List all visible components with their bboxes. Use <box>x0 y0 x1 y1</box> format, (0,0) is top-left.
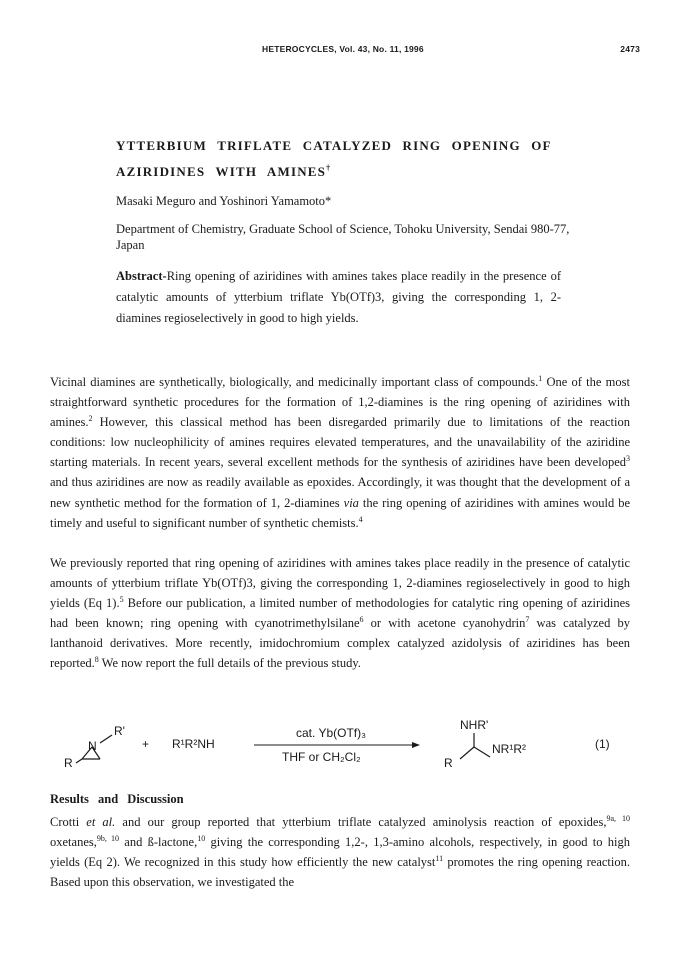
reaction-arrowhead <box>412 742 420 748</box>
journal-header: HETEROCYCLES, Vol. 43, No. 11, 1996 <box>262 44 424 54</box>
title-line-1: YTTERBIUM TRIFLATE CATALYZED RING OPENING OF <box>116 138 552 153</box>
ref-11: 11 <box>435 854 444 864</box>
product-nr1r2: NR¹R² <box>492 742 526 756</box>
p3-text-c: oxetanes, <box>50 835 97 850</box>
abstract-label: Abstract- <box>116 269 167 283</box>
authors: Masaki Meguro and Yoshinori Yamamoto* <box>116 194 332 208</box>
aziridine-r: R <box>64 756 73 770</box>
amine-reagent: R¹R²NH <box>172 737 215 751</box>
aziridine-r-prime: R' <box>114 724 125 738</box>
diamine-product-structure <box>460 733 490 759</box>
p2-text-d: was catalyzed by lanthanoid derivatives. More recently, imidochromium complex catalyzed azidolysis of aziridines has been reported. <box>50 616 630 671</box>
ref-9a: 9a, 10 <box>606 813 630 823</box>
title-line-2-text: AZIRIDINES WITH AMINES <box>116 164 327 179</box>
p3-text-a: Crotti <box>50 815 87 829</box>
p2-text-c: or with acetone cyanohydrin <box>363 616 526 631</box>
p2-text-e: We now report the full details of the previous study. <box>98 656 361 671</box>
ref-7: 7 <box>525 615 530 625</box>
catalyst-label: cat. Yb(OTf)₃ <box>296 726 367 740</box>
abstract <box>116 266 561 329</box>
title-line-2 <box>116 164 331 180</box>
page-number: 2473 <box>620 44 640 54</box>
ref-4: 4 <box>358 514 363 524</box>
p3-text-d: and ß-lactone, <box>119 835 198 850</box>
paragraph-1 <box>50 372 630 533</box>
ref-8: 8 <box>94 655 99 665</box>
product-r: R <box>444 756 453 770</box>
section-heading: Results and Discussion <box>50 792 184 806</box>
p3-italic-etal: et al. <box>86 815 116 829</box>
p3-text-f: promotes the ring opening reaction. Based upon this observation, we investigated the <box>50 855 630 890</box>
p1-text-d: and thus aziridines are now as readily available as epoxides. Accordingly, it was thought that the development of a new synthetic method for the formation of 1, 2-diamines <box>50 475 630 510</box>
paragraph-2 <box>50 553 630 674</box>
p1-italic-via: via <box>343 495 359 510</box>
p1-text-a: Vicinal diamines are synthetically, biologically, and medicinally important class of compounds. <box>50 375 539 389</box>
ref-5: 5 <box>119 595 124 605</box>
solvent-label: THF or CH₂Cl₂ <box>282 750 361 764</box>
aziridine-n: N <box>88 739 97 753</box>
product-nhr: NHR' <box>460 718 489 732</box>
reaction-scheme-eq1 <box>60 715 650 785</box>
p2-text-a: We previously reported that ring opening of aziridines with amines takes place readily in the presence of catalytic amounts of ytterbium triflate Yb(OTf)3, giving the corresponding 1, 2-diamines regioselectively in good to high yields (Eq 1). <box>50 556 630 611</box>
ref-2: 2 <box>88 414 93 424</box>
ref-9b: 9b, 10 <box>96 833 120 843</box>
p1-text-e: the ring opening of aziridines with amines would be timely and useful to significant number of synthetic chemists. <box>50 495 630 530</box>
ref-6: 6 <box>359 615 364 625</box>
title-dagger: † <box>326 163 332 173</box>
ref-10: 10 <box>197 833 206 843</box>
p3-text-e: giving the corresponding 1,2-, 1,3-amino alcohols, respectively, in good to high yields (Eq 2). We recognized in this study how efficiently the new catalyst <box>50 835 631 870</box>
equation-number: (1) <box>595 737 610 751</box>
p2-text-b: Before our publication, a limited number of methodologies for catalytic ring opening of aziridines had been known; ring opening with cyanotrimethylsilane <box>50 596 630 631</box>
ref-1: 1 <box>538 373 543 383</box>
plus-sign: + <box>142 737 150 751</box>
abstract-text: Ring opening of aziridines with amines takes place readily in the presence of catalytic amounts of ytterbium triflate Yb(OTf)3, giving the corresponding 1, 2-diamines regioselectively in good to high yields. <box>116 269 561 325</box>
p1-text-c: However, this classical method has been disregarded primarily due to limitations of the reaction conditions: low nucleophilicity of amines requires elevated temperatures, and the unavailability of the aziridine starting materials. In recent years, several excellent methods for the synthesis of aziridines have been developed <box>50 415 630 470</box>
paragraph-3 <box>50 812 630 892</box>
ref-3: 3 <box>626 454 630 464</box>
affiliation: Department of Chemistry, Graduate School of Science, Tohoku University, Sendai 980-77, Japan <box>116 222 570 252</box>
p1-text-b: One of the most straightforward synthetic procedures for the formation of 1,2-diamines is the ring opening of aziridines with amines. <box>50 375 630 430</box>
p3-text-b: and our group reported that ytterbium triflate catalyzed aminolysis reaction of epoxides, <box>115 815 607 829</box>
